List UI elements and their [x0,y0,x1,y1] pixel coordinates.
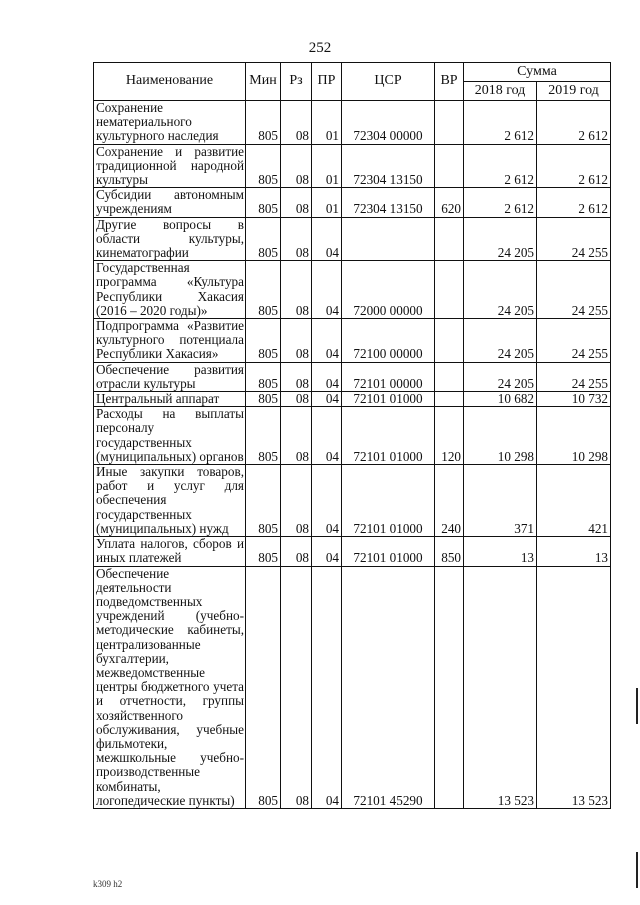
row-min: 805 [246,101,281,145]
row-2019: 13 [537,537,611,566]
row-2018: 24 205 [464,261,537,319]
row-min: 805 [246,261,281,319]
row-2019: 421 [537,465,611,537]
row-csr: 72101 01000 [342,465,435,537]
row-2019: 24 255 [537,261,611,319]
table-row [94,362,611,391]
footer-code: k309 h2 [93,879,123,889]
row-pr: 01 [312,144,342,188]
table-row [94,101,611,145]
row-name: Центральный аппарат [94,392,246,407]
row-2019: 2 612 [537,101,611,145]
header-name: Наименование [94,63,246,101]
row-2019: 10 298 [537,407,611,465]
row-pr: 04 [312,407,342,465]
row-vr [435,101,464,145]
row-csr: 72101 01000 [342,407,435,465]
table-row [94,407,611,465]
header-min: Мин [246,63,281,101]
row-name: Сохранение нематериального культурного наследия [94,101,246,145]
row-csr: 72304 13150 [342,188,435,217]
scan-edge-mark [636,688,638,724]
row-csr: 72101 00000 [342,362,435,391]
row-name: Обеспечение деятельности подведомственных учреждений (учебно-методические кабинеты, централизованные бухгалтерии, межведомственные центры бюджетного учета и отчетности, группы хозяйственного обслуживания, учебные фильмотеки, межшкольные учебно-производственные комбинаты, логопедические пункты) [94,566,246,808]
row-csr: 72100 00000 [342,319,435,363]
row-rz: 08 [281,465,312,537]
header-row [94,63,611,82]
row-min: 805 [246,537,281,566]
row-2018: 10 298 [464,407,537,465]
row-name: Подпрограмма «Развитие культурного потенциала Республики Хакасия» [94,319,246,363]
row-pr: 04 [312,392,342,407]
row-min: 805 [246,362,281,391]
row-csr: 72000 00000 [342,261,435,319]
row-csr: 72304 00000 [342,101,435,145]
table-row [94,566,611,808]
page-number: 252 [308,40,332,56]
row-name: Субсидии автономным учреждениям [94,188,246,217]
row-pr: 04 [312,465,342,537]
row-rz: 08 [281,537,312,566]
row-rz: 08 [281,392,312,407]
row-2018: 24 205 [464,217,537,261]
row-csr: 72101 45290 [342,566,435,808]
row-min: 805 [246,566,281,808]
header-2019: 2019 год [537,82,611,101]
row-name: Другие вопросы в области культуры, кинематографии [94,217,246,261]
row-min: 805 [246,188,281,217]
row-vr [435,217,464,261]
row-pr: 04 [312,362,342,391]
scan-edge-mark [636,852,638,888]
row-2018: 10 682 [464,392,537,407]
row-min: 805 [246,392,281,407]
row-vr [435,566,464,808]
row-pr: 04 [312,261,342,319]
row-2018: 24 205 [464,362,537,391]
row-pr: 04 [312,537,342,566]
row-csr: 72101 01000 [342,537,435,566]
row-vr: 120 [435,407,464,465]
row-name: Уплата налогов, сборов и иных платежей [94,537,246,566]
row-2018: 2 612 [464,188,537,217]
header-sum: Сумма [464,63,611,82]
row-vr: 850 [435,537,464,566]
row-min: 805 [246,465,281,537]
row-2019: 2 612 [537,188,611,217]
row-pr: 01 [312,101,342,145]
row-vr: 240 [435,465,464,537]
row-csr [342,217,435,261]
row-2018: 24 205 [464,319,537,363]
table-row [94,188,611,217]
row-rz: 08 [281,144,312,188]
row-name: Обеспечение развития отрасли культуры [94,362,246,391]
row-vr [435,261,464,319]
row-2019: 2 612 [537,144,611,188]
row-2019: 13 523 [537,566,611,808]
header-pr: ПР [312,63,342,101]
header-csr: ЦСР [342,63,435,101]
row-vr [435,144,464,188]
table-row [94,392,611,407]
row-pr: 01 [312,188,342,217]
row-rz: 08 [281,566,312,808]
row-2019: 10 732 [537,392,611,407]
row-vr [435,362,464,391]
row-rz: 08 [281,362,312,391]
row-pr: 04 [312,566,342,808]
table-row [94,319,611,363]
row-2018: 13 [464,537,537,566]
row-rz: 08 [281,407,312,465]
row-rz: 08 [281,101,312,145]
table-row [94,537,611,566]
budget-table [93,62,611,809]
row-pr: 04 [312,319,342,363]
row-2018: 13 523 [464,566,537,808]
row-name: Государственная программа «Культура Республики Хакасия (2016 – 2020 годы)» [94,261,246,319]
row-rz: 08 [281,261,312,319]
row-name: Сохранение и развитие традиционной народной культуры [94,144,246,188]
row-csr: 72304 13150 [342,144,435,188]
table-row [94,217,611,261]
table-row [94,465,611,537]
row-min: 805 [246,144,281,188]
row-2018: 2 612 [464,144,537,188]
row-name: Расходы на выплаты персоналу государственных (муниципальных) органов [94,407,246,465]
row-rz: 08 [281,217,312,261]
header-vr: ВР [435,63,464,101]
row-min: 805 [246,217,281,261]
row-2018: 371 [464,465,537,537]
row-min: 805 [246,319,281,363]
header-rz: Рз [281,63,312,101]
row-2018: 2 612 [464,101,537,145]
header-2018: 2018 год [464,82,537,101]
table-row [94,144,611,188]
row-vr [435,392,464,407]
row-pr: 04 [312,217,342,261]
row-rz: 08 [281,319,312,363]
row-2019: 24 255 [537,319,611,363]
row-vr: 620 [435,188,464,217]
row-name: Иные закупки товаров, работ и услуг для обеспечения государственных (муниципальных) нужд [94,465,246,537]
row-csr: 72101 01000 [342,392,435,407]
row-vr [435,319,464,363]
table-row [94,261,611,319]
row-min: 805 [246,407,281,465]
row-rz: 08 [281,188,312,217]
row-2019: 24 255 [537,362,611,391]
row-2019: 24 255 [537,217,611,261]
